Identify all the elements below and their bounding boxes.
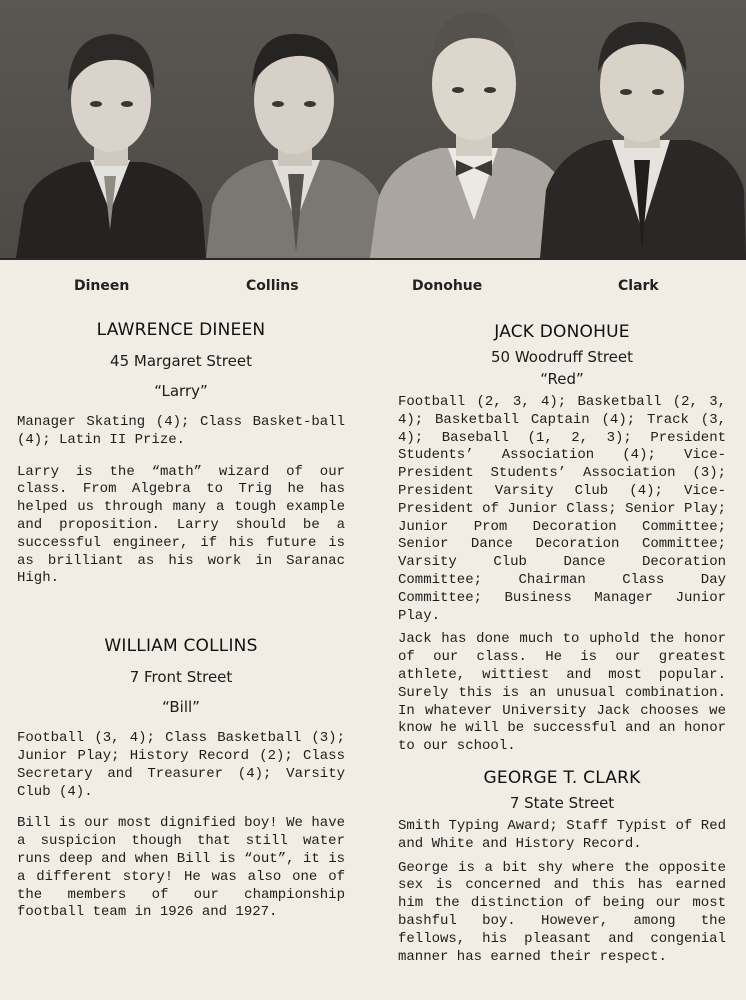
entry-dineen	[17, 320, 345, 588]
student-nickname: “Bill”	[162, 698, 200, 717]
student-address: 7 State Street	[509, 793, 615, 812]
student-bio: Bill is our most dignified boy! We have a suspicion though that still water runs deep and when Bill is “out”, it is a different story! He was also one of the members of our championship football team in 1926 and 1927.	[17, 815, 345, 921]
portrait-captions	[0, 278, 746, 302]
student-address: 7 Front Street	[129, 668, 233, 687]
caption-clark: Clark	[618, 278, 659, 294]
student-name: GEORGE T. CLARK	[483, 767, 641, 788]
student-activities: Manager Skating (4); Class Basket-ball (4); Latin II Prize.	[17, 414, 345, 448]
student-name: JACK DONOHUE	[494, 322, 630, 342]
portrait-clark	[540, 0, 746, 258]
entry-donohue	[398, 322, 726, 756]
student-nickname: “Red”	[540, 370, 584, 388]
student-bio: George is a bit shy where the opposite sex is concerned and this has earned him the distinction of being our most bashful boy. However, among the fellows, his pleasant and congenial manner has earned their respect.	[398, 859, 726, 965]
caption-donohue: Donohue	[412, 278, 483, 294]
caption-dineen: Dineen	[74, 278, 130, 294]
portrait-dineen	[14, 0, 206, 258]
student-name: WILLIAM COLLINS	[104, 636, 258, 657]
student-address: 50 Woodruff Street	[490, 348, 634, 366]
right-column	[398, 322, 726, 966]
entry-collins	[17, 636, 345, 922]
caption-collins: Collins	[246, 278, 299, 294]
class-portraits-photo	[0, 0, 746, 260]
student-bio: Larry is the “math” wizard of our class. From Algebra to Trig he has helped us through many a tough example and proposition. Larry should be a successful engineer, if his future is as brilliant as his work in Saranac High.	[17, 463, 345, 587]
student-activities: Football (2, 3, 4); Basketball (2, 3, 4); Basketball Captain (4); Track (3, 4); Baseball (1, 2, 3); President Students’ Association (4); Vice-President Students’ Association (3); President Varsity Club (4); Vice-President of Junior Class; Senior Play; Junior Prom Decoration Committee; Senior Dance Decoration Committee; Varsity Club Dance Decoration Committee; Chairman Class Day Committee; Business Manager Junior Play.	[398, 394, 726, 624]
student-name: LAWRENCE DINEEN	[96, 320, 266, 340]
student-nickname: “Larry”	[154, 382, 208, 400]
portrait-collins	[206, 0, 388, 258]
student-activities: Smith Typing Award; Staff Typist of Red and White and History Record.	[398, 817, 726, 852]
student-bio: Jack has done much to uphold the honor of our class. He is our greatest athlete, wittiest and most popular. Surely this is an unusual combination. In whatever University Jack chooses we know he will be successful and an honor to our school.	[398, 631, 726, 755]
student-address: 45 Margaret Street	[110, 352, 252, 370]
student-activities: Football (3, 4); Class Basketball (3); Junior Play; History Record (2); Class Secretary and Treasurer (4); Varsity Club (4).	[17, 730, 345, 800]
entry-clark	[398, 768, 726, 966]
left-column	[17, 320, 345, 922]
